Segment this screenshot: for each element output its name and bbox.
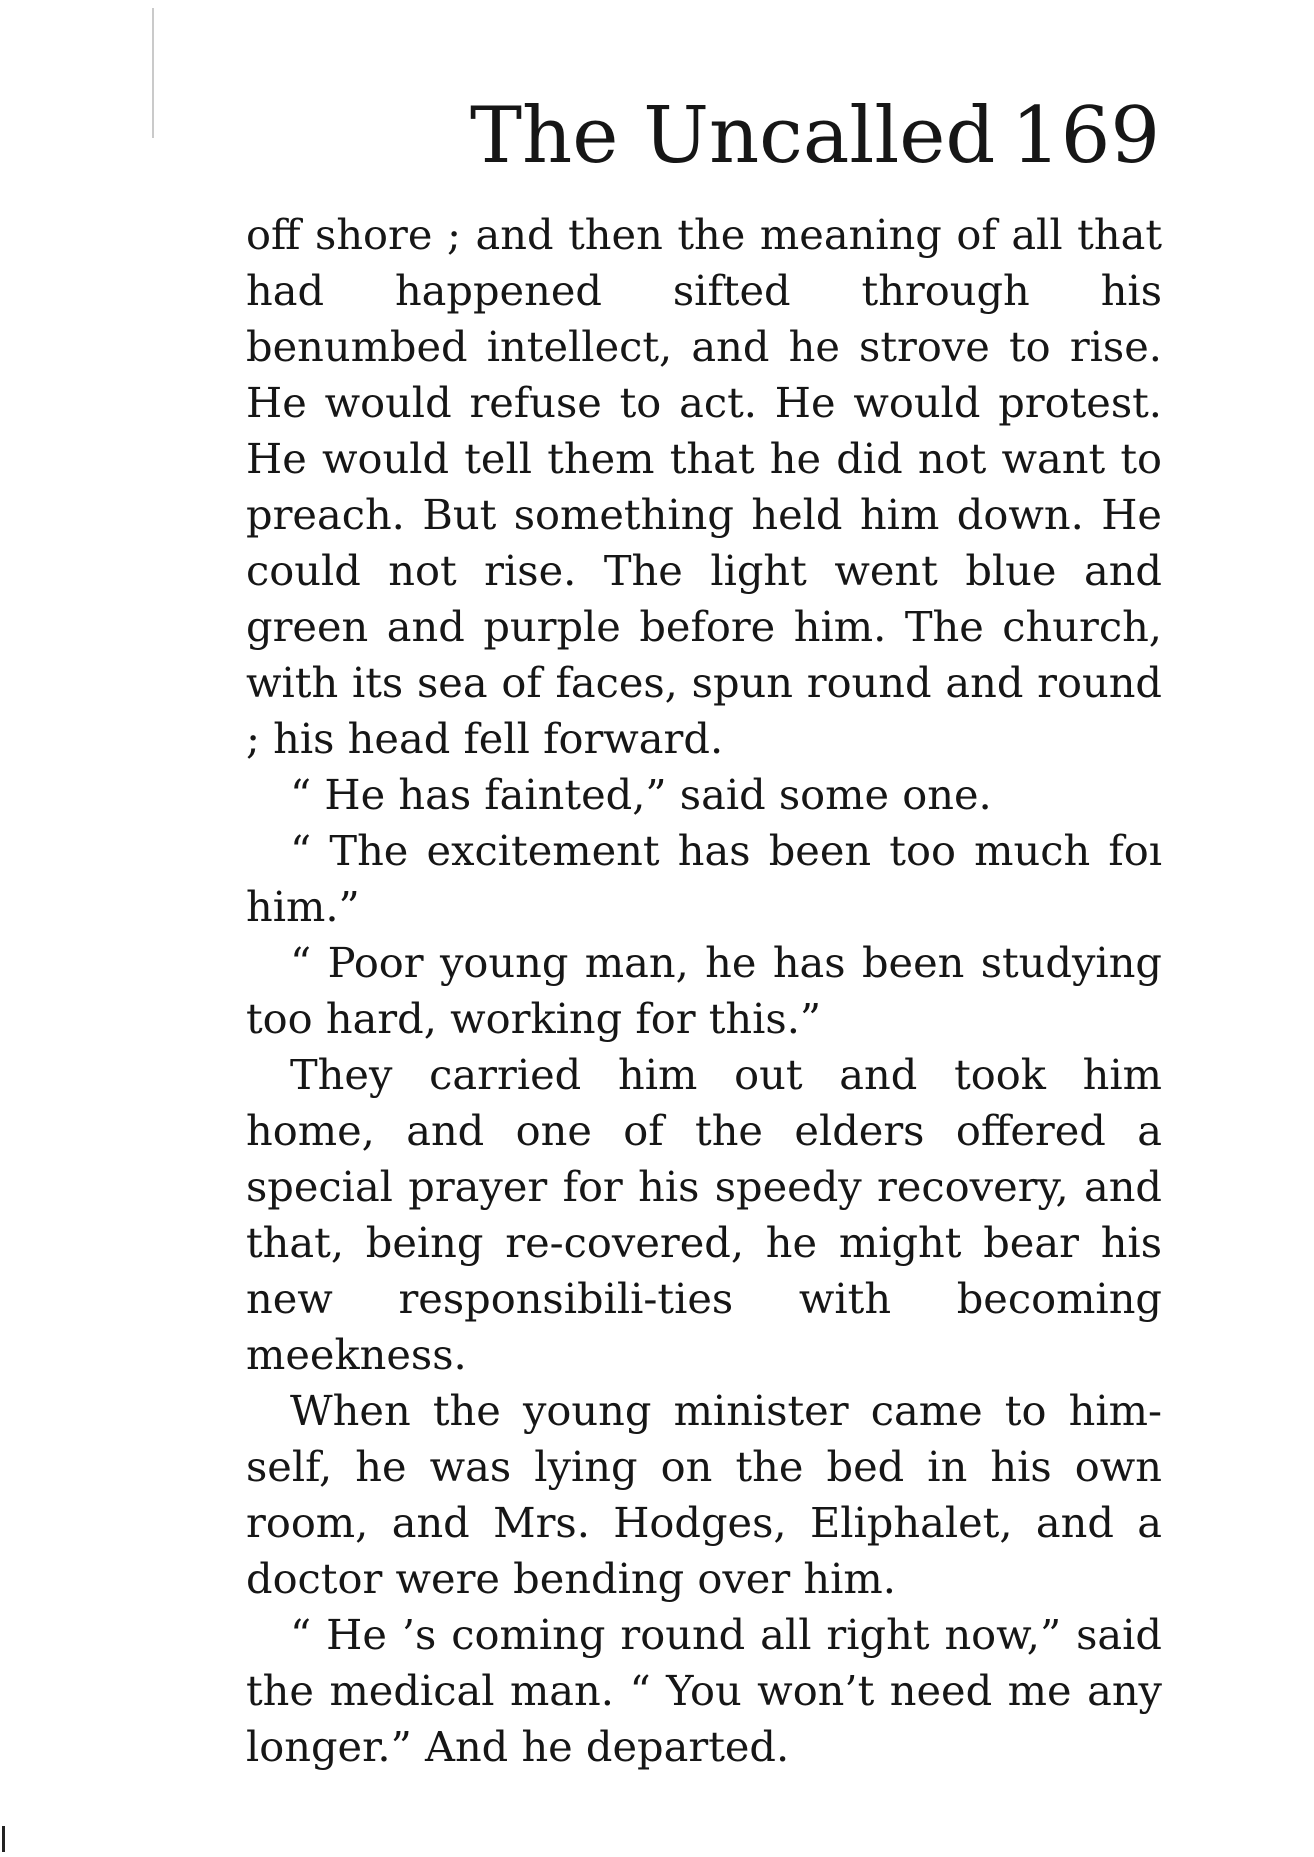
paragraph: When the young minister came to him-self, he was lying on the bed in his own room, and Mrs. Hodges, Eliphalet, and a doctor were bending over him.: [246, 1386, 1162, 1603]
paragraph: “ He ’s coming round all right now,” said the medical man. “ You won’t need me any longer.” And he departed.: [246, 1610, 1162, 1771]
paragraph: “ The excitement has been too much foı him.”: [246, 826, 1162, 931]
page-number: 169: [1011, 91, 1160, 181]
paragraph: They carried him out and took him home, and one of the elders offered a special prayer for his speedy recovery, and that, being re-covered, he might bear his new responsibili-ties with becoming meekness.: [246, 1050, 1162, 1379]
running-title: The Uncalled: [470, 91, 996, 181]
scan-margin-mark: [152, 8, 154, 138]
scan-margin-mark: [2, 1826, 5, 1852]
paragraph: “ Poor young man, he has been studying too hard, working for this.”: [246, 938, 1162, 1043]
running-header: [470, 86, 1160, 186]
body-text: [246, 207, 1162, 1775]
paragraph: off shore ; and then the meaning of all that had happened sifted through his benumbed intellect, and he strove to rise. He would refuse to act. He would protest. He would tell them that he did not want to preach. But something held him down. He could not rise. The light went blue and green and purple before him. The church, with its sea of faces, spun round and round ; his head fell forward.: [246, 210, 1162, 763]
paragraph: “ He has fainted,” said some one.: [290, 770, 992, 819]
